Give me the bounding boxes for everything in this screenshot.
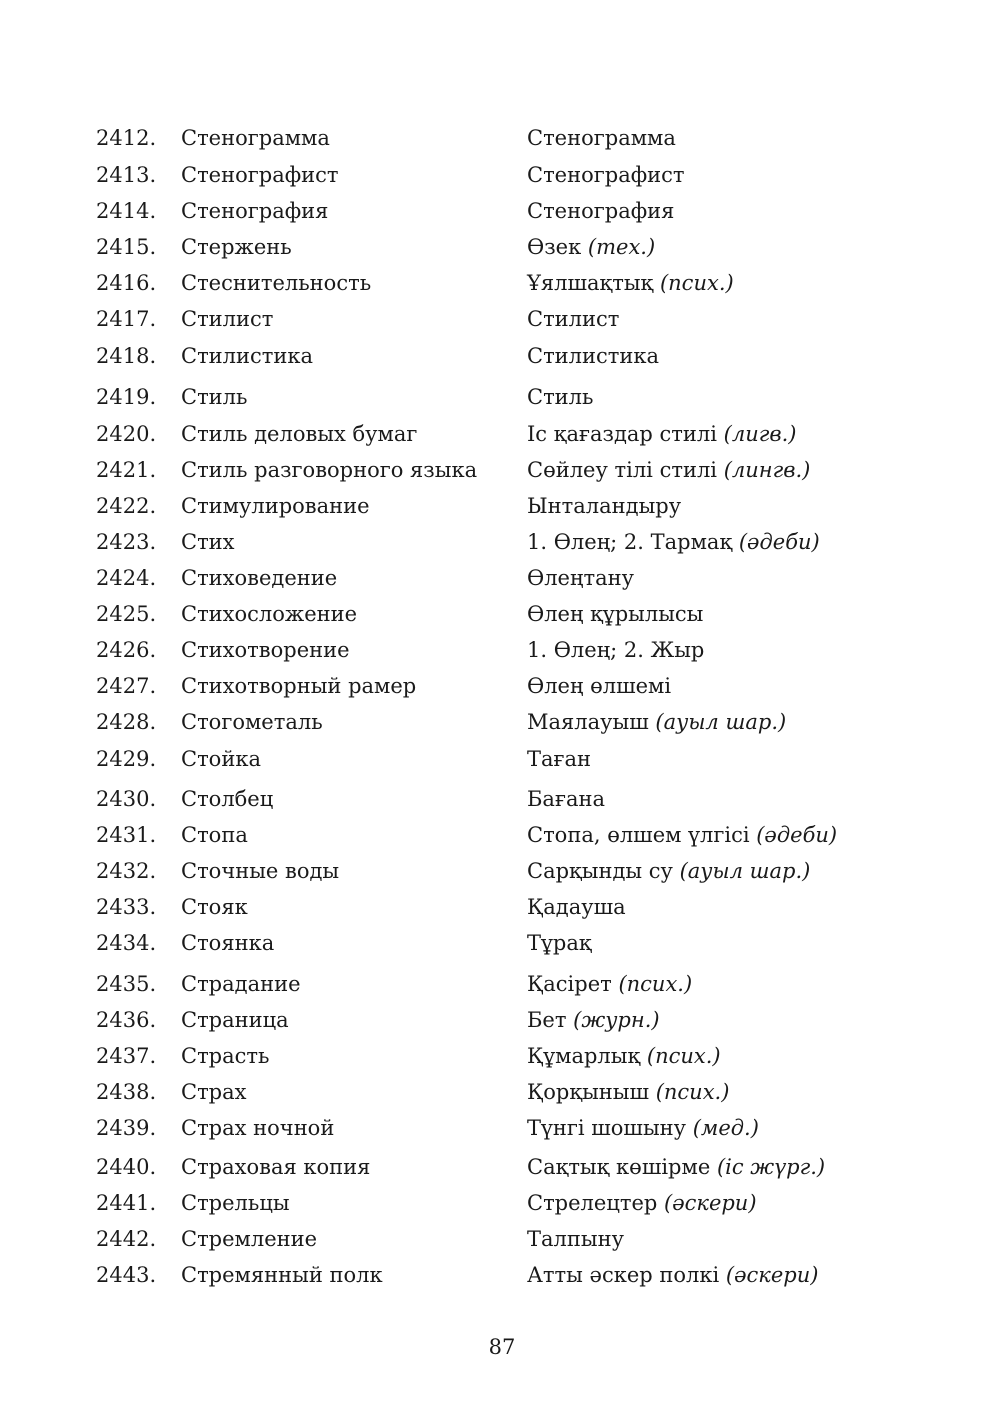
russian-term: Стержень bbox=[181, 235, 292, 259]
domain-note: (псих.) bbox=[655, 1080, 730, 1104]
entry-number: 2432. bbox=[96, 859, 157, 883]
entry-number: 2421. bbox=[96, 458, 157, 482]
kazakh-term: Стилистика bbox=[527, 344, 660, 368]
kazakh-translation bbox=[527, 891, 626, 923]
entry-number: 2430. bbox=[96, 787, 157, 811]
entry-row bbox=[0, 1223, 1004, 1255]
kazakh-term: Стилист bbox=[527, 307, 620, 331]
kazakh-translation bbox=[527, 526, 820, 558]
domain-note: (лингв.) bbox=[723, 458, 811, 482]
kazakh-term: Стрелецтер bbox=[527, 1191, 658, 1215]
kazakh-term: Атты әскер полкі bbox=[527, 1263, 720, 1287]
entry-row bbox=[0, 855, 1004, 887]
entry-number: 2434. bbox=[96, 931, 157, 955]
russian-term: Стихотворный рамер bbox=[181, 674, 417, 698]
entry-number: 2438. bbox=[96, 1080, 157, 1104]
entry-row bbox=[0, 195, 1004, 227]
russian-term: Стеснительность bbox=[181, 271, 372, 295]
domain-note: (псих.) bbox=[618, 972, 693, 996]
entry-row bbox=[0, 968, 1004, 1000]
russian-term: Стилист bbox=[181, 307, 274, 331]
entry-row bbox=[0, 1187, 1004, 1219]
russian-term: Страх bbox=[181, 1080, 247, 1104]
russian-term: Сточные воды bbox=[181, 859, 340, 883]
kazakh-term: Бағана bbox=[527, 787, 605, 811]
entry-row bbox=[0, 1004, 1004, 1036]
entry-number: 2413. bbox=[96, 163, 157, 187]
entry-row bbox=[0, 454, 1004, 486]
kazakh-translation bbox=[527, 562, 634, 594]
kazakh-translation bbox=[527, 927, 592, 959]
russian-term: Стенограмма bbox=[181, 126, 330, 150]
entry-row bbox=[0, 598, 1004, 630]
russian-term: Стояк bbox=[181, 895, 248, 919]
entry-number: 2429. bbox=[96, 747, 157, 771]
entry-row bbox=[0, 891, 1004, 923]
domain-note: (іс жүрг.) bbox=[716, 1155, 826, 1179]
entry-row bbox=[0, 526, 1004, 558]
kazakh-translation bbox=[527, 855, 810, 887]
entry-row bbox=[0, 231, 1004, 263]
kazakh-term: Іс қағаздар стилі bbox=[527, 422, 717, 446]
kazakh-translation bbox=[527, 819, 837, 851]
kazakh-translation bbox=[527, 159, 685, 191]
entry-number: 2441. bbox=[96, 1191, 157, 1215]
russian-term: Стоянка bbox=[181, 931, 275, 955]
entry-number: 2415. bbox=[96, 235, 157, 259]
kazakh-term: Құмарлық bbox=[527, 1044, 641, 1068]
page-number: 87 bbox=[488, 1335, 516, 1359]
entry-row bbox=[0, 743, 1004, 775]
kazakh-translation bbox=[527, 670, 671, 702]
kazakh-translation bbox=[527, 743, 591, 775]
entry-number: 2419. bbox=[96, 385, 157, 409]
kazakh-translation bbox=[527, 454, 810, 486]
russian-term: Стогометаль bbox=[181, 710, 323, 734]
entry-number: 2420. bbox=[96, 422, 157, 446]
entry-number: 2414. bbox=[96, 199, 157, 223]
entry-row bbox=[0, 927, 1004, 959]
entry-number: 2426. bbox=[96, 638, 157, 662]
russian-term: Стихотворение bbox=[181, 638, 350, 662]
russian-term: Страх ночной bbox=[181, 1116, 335, 1140]
kazakh-term: 1. Өлең; 2. Тармақ bbox=[527, 530, 733, 554]
russian-term: Стихосложение bbox=[181, 602, 358, 626]
kazakh-translation bbox=[527, 706, 786, 738]
kazakh-translation bbox=[527, 634, 704, 666]
entry-row bbox=[0, 783, 1004, 815]
kazakh-term: Тұрақ bbox=[527, 931, 592, 955]
kazakh-translation bbox=[527, 231, 655, 263]
entry-number: 2416. bbox=[96, 271, 157, 295]
russian-term: Стремление bbox=[181, 1227, 318, 1251]
domain-note: (псих.) bbox=[646, 1044, 721, 1068]
kazakh-term: Ынталандыру bbox=[527, 494, 682, 518]
kazakh-translation bbox=[527, 968, 692, 1000]
domain-note: (ауыл шар.) bbox=[679, 859, 811, 883]
russian-term: Стимулирование bbox=[181, 494, 370, 518]
kazakh-term: Стенография bbox=[527, 199, 675, 223]
entry-row bbox=[0, 634, 1004, 666]
russian-term: Стиль bbox=[181, 385, 248, 409]
domain-note: (әдеби) bbox=[738, 530, 820, 554]
entry-number: 2423. bbox=[96, 530, 157, 554]
russian-term: Страдание bbox=[181, 972, 301, 996]
entry-row bbox=[0, 1040, 1004, 1072]
entry-row bbox=[0, 418, 1004, 450]
russian-term: Стопа bbox=[181, 823, 248, 847]
entry-number: 2431. bbox=[96, 823, 157, 847]
domain-note: (тех.) bbox=[587, 235, 656, 259]
entry-row bbox=[0, 381, 1004, 413]
entry-row bbox=[0, 303, 1004, 335]
kazakh-term: Стопа, өлшем үлгісі bbox=[527, 823, 750, 847]
entry-row bbox=[0, 267, 1004, 299]
kazakh-translation bbox=[527, 598, 703, 630]
kazakh-translation bbox=[527, 303, 619, 335]
kazakh-term: Талпыну bbox=[527, 1227, 624, 1251]
entry-row bbox=[0, 1151, 1004, 1183]
kazakh-term: Сөйлеу тілі стилі bbox=[527, 458, 718, 482]
entry-row bbox=[0, 670, 1004, 702]
entry-number: 2437. bbox=[96, 1044, 157, 1068]
entry-number: 2443. bbox=[96, 1263, 157, 1287]
kazakh-term: Бет bbox=[527, 1008, 567, 1032]
entry-row bbox=[0, 1259, 1004, 1291]
kazakh-term: Таған bbox=[527, 747, 592, 771]
russian-term: Страховая копия bbox=[181, 1155, 371, 1179]
kazakh-translation bbox=[527, 490, 681, 522]
russian-term: Стремянный полк bbox=[181, 1263, 383, 1287]
entry-number: 2417. bbox=[96, 307, 157, 331]
domain-note: (лигв.) bbox=[723, 422, 797, 446]
kazakh-term: Стенограмма bbox=[527, 126, 676, 150]
kazakh-translation bbox=[527, 1151, 825, 1183]
entry-number: 2422. bbox=[96, 494, 157, 518]
entry-row bbox=[0, 1112, 1004, 1144]
kazakh-term: 1. Өлең; 2. Жыр bbox=[527, 638, 705, 662]
kazakh-term: Өлең құрылысы bbox=[527, 602, 704, 626]
entry-number: 2412. bbox=[96, 126, 157, 150]
kazakh-term: Стиль bbox=[527, 385, 594, 409]
entry-row bbox=[0, 340, 1004, 372]
russian-term: Страница bbox=[181, 1008, 289, 1032]
russian-term: Стиховедение bbox=[181, 566, 338, 590]
kazakh-translation bbox=[527, 381, 593, 413]
kazakh-translation bbox=[527, 340, 659, 372]
russian-term: Стиль разговорного языка bbox=[181, 458, 478, 482]
russian-term: Стих bbox=[181, 530, 235, 554]
entry-row bbox=[0, 490, 1004, 522]
entry-row bbox=[0, 706, 1004, 738]
kazakh-translation bbox=[527, 1223, 624, 1255]
domain-note: (журн.) bbox=[573, 1008, 660, 1032]
entry-row bbox=[0, 122, 1004, 154]
entry-number: 2435. bbox=[96, 972, 157, 996]
kazakh-term: Өлеңтану bbox=[527, 566, 634, 590]
russian-term: Стойка bbox=[181, 747, 261, 771]
kazakh-term: Сарқынды су bbox=[527, 859, 673, 883]
kazakh-term: Қасірет bbox=[527, 972, 612, 996]
kazakh-term: Маялауыш bbox=[527, 710, 649, 734]
kazakh-term: Сақтық көшірме bbox=[527, 1155, 711, 1179]
kazakh-translation bbox=[527, 1112, 759, 1144]
kazakh-term: Түнгі шошыну bbox=[527, 1116, 687, 1140]
kazakh-translation bbox=[527, 1004, 660, 1036]
kazakh-translation bbox=[527, 783, 605, 815]
entry-row bbox=[0, 1076, 1004, 1108]
kazakh-translation bbox=[527, 1076, 729, 1108]
kazakh-term: Стенографист bbox=[527, 163, 685, 187]
russian-term: Столбец bbox=[181, 787, 274, 811]
kazakh-term: Өлең өлшемі bbox=[527, 674, 672, 698]
domain-note: (әскери) bbox=[725, 1263, 819, 1287]
russian-term: Стенографист bbox=[181, 163, 339, 187]
entry-number: 2436. bbox=[96, 1008, 157, 1032]
russian-term: Стилистика bbox=[181, 344, 314, 368]
kazakh-translation bbox=[527, 122, 676, 154]
domain-note: (мед.) bbox=[692, 1116, 759, 1140]
entry-number: 2427. bbox=[96, 674, 157, 698]
kazakh-translation bbox=[527, 418, 796, 450]
russian-term: Стенография bbox=[181, 199, 329, 223]
russian-term: Страсть bbox=[181, 1044, 270, 1068]
kazakh-translation bbox=[527, 195, 674, 227]
entry-number: 2442. bbox=[96, 1227, 157, 1251]
entry-number: 2433. bbox=[96, 895, 157, 919]
kazakh-term: Қадауша bbox=[527, 895, 626, 919]
russian-term: Стиль деловых бумаг bbox=[181, 422, 418, 446]
entry-number: 2425. bbox=[96, 602, 157, 626]
entry-row bbox=[0, 159, 1004, 191]
entry-row bbox=[0, 562, 1004, 594]
kazakh-term: Өзек bbox=[527, 235, 582, 259]
kazakh-translation bbox=[527, 1040, 721, 1072]
entry-number: 2428. bbox=[96, 710, 157, 734]
domain-note: (әскери) bbox=[664, 1191, 757, 1215]
kazakh-term: Ұялшақтық bbox=[527, 271, 654, 295]
kazakh-translation bbox=[527, 1259, 818, 1291]
kazakh-translation bbox=[527, 267, 734, 299]
kazakh-translation bbox=[527, 1187, 757, 1219]
entry-number: 2439. bbox=[96, 1116, 157, 1140]
entry-number: 2440. bbox=[96, 1155, 157, 1179]
domain-note: (әдеби) bbox=[756, 823, 838, 847]
entry-number: 2424. bbox=[96, 566, 157, 590]
entry-row bbox=[0, 819, 1004, 851]
entry-number: 2418. bbox=[96, 344, 157, 368]
domain-note: (ауыл шар.) bbox=[655, 710, 787, 734]
kazakh-term: Қорқыныш bbox=[527, 1080, 650, 1104]
russian-term: Стрельцы bbox=[181, 1191, 290, 1215]
domain-note: (псих.) bbox=[659, 271, 734, 295]
